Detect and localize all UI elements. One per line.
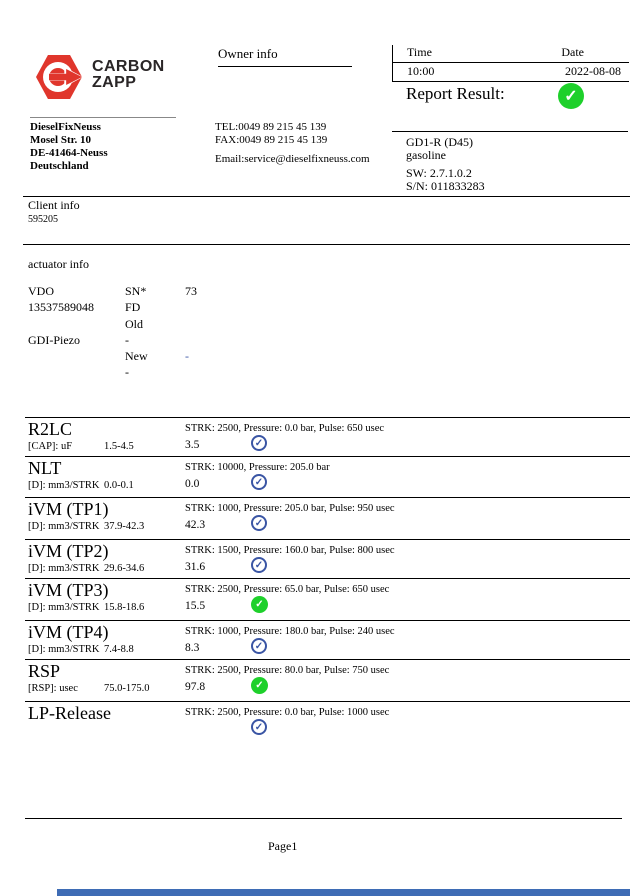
test-row-ivm-tp1 <box>25 497 630 539</box>
machine-info <box>406 136 485 193</box>
owner-email: Email:service@dieselfixneuss.com <box>215 153 370 165</box>
test-pass-check-icon: ✓ <box>251 596 268 613</box>
test-pass-check-icon: ✓ <box>251 677 268 694</box>
test-unit-label: [D]: mm3/STRK <box>28 521 100 532</box>
test-pass-check-icon: ✓ <box>251 474 267 490</box>
test-range: 75.0-175.0 <box>104 683 150 694</box>
test-row-r2lc <box>25 417 630 456</box>
actuator-cell <box>185 364 197 380</box>
machine-fuel: gasoline <box>406 148 446 162</box>
test-pass-check-icon: ✓ <box>251 515 267 531</box>
owner-fax: FAX:0049 89 215 45 139 <box>215 134 328 146</box>
actuator-new-label: New <box>125 349 148 364</box>
test-row-ivm-tp3 <box>25 578 630 620</box>
test-value: 42.3 <box>185 519 206 531</box>
actuator-type: GDI-Piezo <box>28 332 80 347</box>
test-unit-label: [D]: mm3/STRK <box>28 480 100 491</box>
test-name: iVM (TP1) <box>28 499 109 519</box>
test-row-ivm-tp4 <box>25 620 630 659</box>
test-unit-label: [D]: mm3/STRK <box>28 644 100 655</box>
client-info-section <box>28 198 80 225</box>
owner-tel: TEL:0049 89 215 45 139 <box>215 121 327 133</box>
test-params: STRK: 1000, Pressure: 205.0 bar, Pulse: 950 usec <box>185 503 395 514</box>
machine-divider <box>392 131 628 132</box>
test-name: iVM (TP2) <box>28 541 109 561</box>
test-row-nlt <box>25 456 630 497</box>
actuator-cell <box>185 332 197 348</box>
logo-line2: ZAPP <box>92 74 137 91</box>
test-unit-label: [CAP]: uF <box>28 441 73 452</box>
test-pass-check-icon: ✓ <box>251 638 267 654</box>
actuator-cell <box>28 348 125 364</box>
test-range: 0.0-0.1 <box>104 480 134 491</box>
test-value: 8.3 <box>185 642 200 654</box>
test-range: 15.8-18.6 <box>104 602 145 613</box>
machine-serial: S/N: 011833283 <box>406 179 485 193</box>
actuator-sn-value: 73 <box>185 284 197 298</box>
test-range: 37.9-42.3 <box>104 521 145 532</box>
footer-divider <box>25 818 622 819</box>
test-value: 15.5 <box>185 600 206 612</box>
section-divider <box>23 244 630 245</box>
owner-country: Deutschland <box>30 160 89 172</box>
machine-sw-version: SW: 2.7.1.0.2 <box>406 166 472 180</box>
test-name: iVM (TP4) <box>28 622 109 642</box>
time-date-value-row <box>393 63 629 82</box>
date-value: 2022-08-08 <box>565 64 621 78</box>
report-result-pass-icon: ✓ <box>558 83 584 109</box>
owner-contact <box>215 121 370 166</box>
test-params: STRK: 2500, Pressure: 0.0 bar, Pulse: 650 usec <box>185 423 385 434</box>
machine-model: GD1-R (D45) <box>406 135 473 149</box>
time-label: Time <box>407 45 432 59</box>
test-row-ivm-tp2 <box>25 539 630 578</box>
actuator-old-label: Old <box>125 316 143 331</box>
owner-info-heading: Owner info <box>218 46 352 67</box>
test-name: RSP <box>28 661 61 681</box>
owner-name: DieselFixNeuss <box>30 121 101 133</box>
test-pass-check-icon: ✓ <box>251 719 267 735</box>
test-params: STRK: 10000, Pressure: 205.0 bar <box>185 462 330 473</box>
owner-city: DE-41464-Neuss <box>30 147 108 159</box>
test-name: LP-Release <box>28 703 111 723</box>
actuator-old-value: - <box>125 332 129 347</box>
horizontal-scrollbar[interactable] <box>57 889 630 896</box>
actuator-cell <box>185 316 197 332</box>
test-params: STRK: 2500, Pressure: 0.0 bar, Pulse: 1000 usec <box>185 707 390 718</box>
actuator-part-number: 13537589048 <box>28 300 94 315</box>
actuator-sn-label: SN* <box>125 284 147 298</box>
test-params: STRK: 2500, Pressure: 80.0 bar, Pulse: 750 usec <box>185 665 390 676</box>
time-value: 10:00 <box>407 64 435 78</box>
time-date-header-row <box>393 45 629 63</box>
client-info-heading: Client info <box>28 198 80 212</box>
test-unit-label: [D]: mm3/STRK <box>28 602 100 613</box>
logo-wordmark <box>92 59 165 91</box>
test-name: R2LC <box>28 419 73 439</box>
owner-street: Mosel Str. 10 <box>30 134 92 146</box>
logo-line1: CARBON <box>92 58 165 75</box>
test-unit-label: [RSP]: usec <box>28 683 78 694</box>
test-name: NLT <box>28 458 62 478</box>
test-range: 7.4-8.8 <box>104 644 134 655</box>
section-divider <box>23 196 630 197</box>
test-row-rsp <box>25 659 630 701</box>
test-pass-check-icon: ✓ <box>251 557 267 573</box>
test-pass-check-icon: ✓ <box>251 435 267 451</box>
test-results-table <box>0 417 630 818</box>
test-params: STRK: 1000, Pressure: 180.0 bar, Pulse: 240 usec <box>185 626 395 637</box>
test-unit-label: [D]: mm3/STRK <box>28 563 100 574</box>
date-label: Date <box>561 45 584 59</box>
time-date-table <box>392 45 629 82</box>
actuator-new-value: - <box>185 349 189 364</box>
test-params: STRK: 2500, Pressure: 65.0 bar, Pulse: 650 usec <box>185 584 390 595</box>
test-value: 0.0 <box>185 478 200 490</box>
actuator-table <box>28 283 197 381</box>
actuator-fd-label: FD <box>125 300 141 315</box>
actuator-cell <box>28 364 125 380</box>
test-range: 1.5-4.5 <box>104 441 134 452</box>
client-id: 595205 <box>28 214 58 225</box>
test-value: 31.6 <box>185 561 206 573</box>
test-value: 97.8 <box>185 681 206 693</box>
test-range: 29.6-34.6 <box>104 563 145 574</box>
actuator-brand: VDO <box>28 284 54 298</box>
test-params: STRK: 1500, Pressure: 160.0 bar, Pulse: 800 usec <box>185 545 395 556</box>
actuator-info-heading: actuator info <box>28 257 89 271</box>
test-name: iVM (TP3) <box>28 580 109 600</box>
test-value: 3.5 <box>185 439 200 451</box>
actuator-dash: - <box>125 365 129 380</box>
actuator-cell <box>185 299 197 315</box>
owner-address <box>30 121 108 173</box>
page-number: Page1 <box>268 839 298 853</box>
actuator-info-section <box>28 257 197 381</box>
actuator-cell <box>28 316 125 332</box>
carbon-zapp-logo-icon <box>36 55 82 99</box>
report-result-label: Report Result: <box>406 84 505 103</box>
test-row-lp-release <box>25 701 630 818</box>
address-divider <box>30 117 176 118</box>
